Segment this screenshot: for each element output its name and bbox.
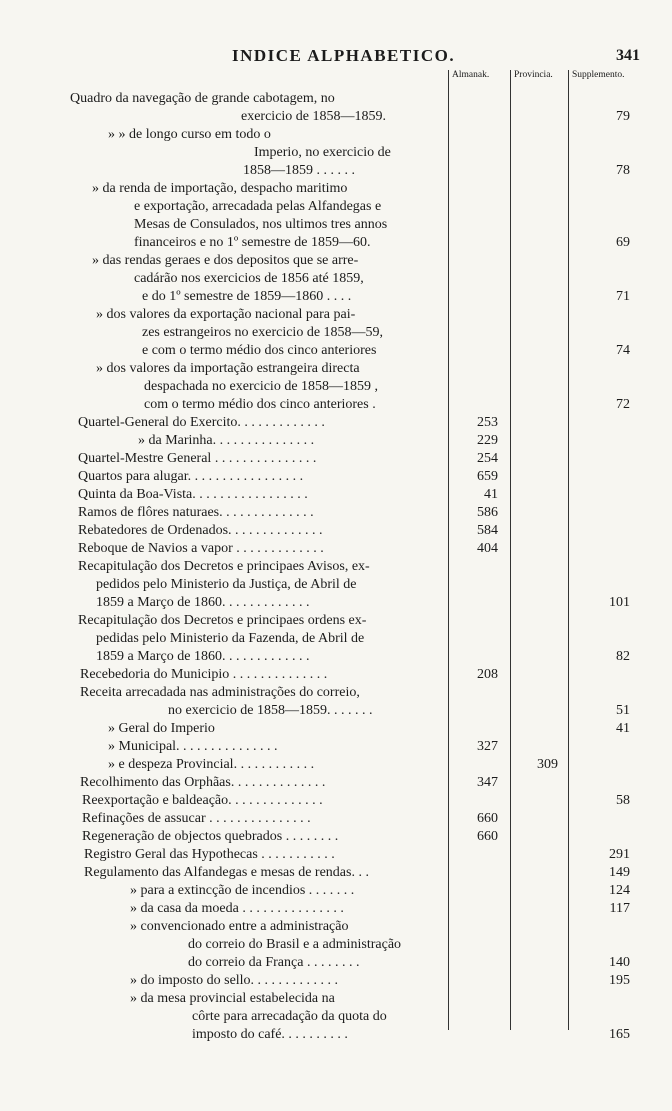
index-entry-text: Imperio, no exercicio de xyxy=(254,145,391,160)
page-ref-supp: 82 xyxy=(616,649,630,664)
page-ref-supp: 72 xyxy=(616,397,630,412)
index-entry-text: Quartel-General do Exercito. . . . . . . . . . . . . xyxy=(78,415,325,430)
index-entry-text: e exportação, arrecadada pelas Alfandegas e xyxy=(134,199,382,214)
page-ref-supp: 101 xyxy=(609,595,630,610)
index-entry-text: Recapitulação dos Decretos e principaes Avisos, ex- xyxy=(78,559,370,574)
page-ref-alm: 229 xyxy=(477,433,498,448)
index-entry-text: Quartos para alugar. . . . . . . . . . . . . . . . . xyxy=(78,469,304,484)
index-entry-text: Recebedoria do Municipio . . . . . . . . . . . . . . xyxy=(80,667,328,682)
index-entry-text: Regulamento das Alfandegas e mesas de rendas. . . xyxy=(84,865,369,880)
index-entry-text: » da casa da moeda . . . . . . . . . . . . . . . xyxy=(130,901,344,916)
page-ref-supp: 291 xyxy=(609,847,630,862)
page-ref-supp: 41 xyxy=(616,721,630,736)
index-entry-text: Receita arrecadada nas administrações do correio, xyxy=(80,685,360,700)
index-entry-text: » dos valores da exportação nacional para pai- xyxy=(96,307,356,322)
index-entry-text: » Municipal. . . . . . . . . . . . . . . xyxy=(108,739,278,754)
page-ref-supp: 195 xyxy=(609,973,630,988)
page-ref-supp: 71 xyxy=(616,289,630,304)
index-entry-text: despachada no exercicio de 1858—1859 , xyxy=(144,379,379,394)
page-ref-alm: 659 xyxy=(477,469,498,484)
index-entry-text: financeiros e no 1º semestre de 1859—60. xyxy=(134,235,371,250)
index-entry-text: Rebatedores de Ordenados. . . . . . . . . . . . . . xyxy=(78,523,323,538)
index-entry-text: 1858—1859 . . . . . . xyxy=(243,163,355,178)
page-ref-alm: 404 xyxy=(477,541,498,556)
page-ref-alm: 253 xyxy=(477,415,498,430)
page-ref-supp: 149 xyxy=(609,865,630,880)
index-entry-text: » da renda de importação, despacho maritimo xyxy=(92,181,348,196)
page-ref-supp: 51 xyxy=(616,703,630,718)
index-entry-text: pedidas pelo Ministerio da Fazenda, de Abril de xyxy=(96,631,365,646)
index-entry-text: » do imposto do sello. . . . . . . . . . . . . xyxy=(130,973,339,988)
page-ref-supp: 117 xyxy=(609,901,630,916)
index-entry-text: Registro Geral das Hypothecas . . . . . . . . . . . xyxy=(84,847,335,862)
index-entry-text: zes estrangeiros no exercicio de 1858—59, xyxy=(142,325,384,340)
index-entry-text: » Geral do Imperio xyxy=(108,721,215,736)
index-entry-text: no exercicio de 1858—1859. . . . . . . xyxy=(168,703,373,718)
page-title: INDICE ALPHABETICO. xyxy=(232,46,456,65)
index-entry-text: » dos valores da importação estrangeira directa xyxy=(96,361,360,376)
column-header-supplemento: Supplemento. xyxy=(572,70,625,80)
index-entry-text: Reexportação e baldeação. . . . . . . . . . . . . . xyxy=(82,793,323,808)
page-ref-alm: 347 xyxy=(477,775,498,790)
column-rule xyxy=(510,70,511,1030)
index-entry-text: Recapitulação dos Decretos e principaes ordens ex- xyxy=(78,613,367,628)
index-entry-text: Regeneração de objectos quebrados . . . . . . . . xyxy=(82,829,339,844)
index-entry-text: cadárão nos exercicios de 1856 até 1859, xyxy=(134,271,364,286)
page-ref-prov: 309 xyxy=(537,757,558,772)
index-entry-text: côrte para arrecadação da quota do xyxy=(192,1009,387,1024)
index-entry-text: » para a extincção de incendios . . . . . . . xyxy=(130,883,355,898)
index-entry-text: Quinta da Boa-Vista. . . . . . . . . . . . . . . . . xyxy=(78,487,308,502)
page-ref-supp: 124 xyxy=(609,883,630,898)
column-rule xyxy=(568,70,569,1030)
index-entry-text: » da mesa provincial estabelecida na xyxy=(130,991,335,1006)
index-entry-text: » convencionado entre a administração xyxy=(130,919,349,934)
index-entry-text: Ramos de flôres naturaes. . . . . . . . . . . . . . xyxy=(78,505,314,520)
index-entry-text: e com o termo médio dos cinco anteriores xyxy=(142,343,377,358)
index-entry-text: Quadro da navegação de grande cabotagem, no xyxy=(70,91,335,106)
index-entry-text: pedidos pelo Ministerio da Justiça, de Abril de xyxy=(96,577,357,592)
index-entry-text: » da Marinha. . . . . . . . . . . . . . . xyxy=(138,433,315,448)
page-number: 341 xyxy=(616,47,640,64)
page-ref-alm: 660 xyxy=(477,829,498,844)
page-ref-alm: 208 xyxy=(477,667,498,682)
column-rule xyxy=(448,70,449,1030)
index-entry-text: Quartel-Mestre General . . . . . . . . . . . . . . . xyxy=(78,451,317,466)
page-ref-supp: 165 xyxy=(609,1027,630,1042)
page-ref-alm: 327 xyxy=(477,739,498,754)
page-ref-supp: 79 xyxy=(616,109,630,124)
page-ref-supp: 78 xyxy=(616,163,630,178)
page-ref-alm: 584 xyxy=(477,523,498,538)
page-ref-alm: 41 xyxy=(484,487,498,502)
index-entry-text: » » de longo curso em todo o xyxy=(108,127,271,142)
column-header-provincia: Provincia. xyxy=(514,70,553,80)
index-entry-text: Recolhimento das Orphãas. . . . . . . . . . . . . . xyxy=(80,775,326,790)
page-ref-alm: 254 xyxy=(477,451,498,466)
index-entry-text: Refinações de assucar . . . . . . . . . . . . . . . xyxy=(82,811,311,826)
index-entry-text: imposto do café. . . . . . . . . . xyxy=(192,1027,348,1042)
index-entry-text: com o termo médio dos cinco anteriores . xyxy=(144,397,376,412)
index-entry-text: do correio do Brasil e a administração xyxy=(188,937,402,952)
page-ref-supp: 69 xyxy=(616,235,630,250)
index-entry-text: » das rendas geraes e dos depositos que se arre- xyxy=(92,253,359,268)
index-entry-text: 1859 a Março de 1860. . . . . . . . . . . . . xyxy=(96,649,310,664)
page-ref-supp: 140 xyxy=(609,955,630,970)
page-ref-alm: 660 xyxy=(477,811,498,826)
index-entry-text: » e despeza Provincial. . . . . . . . . . . . xyxy=(108,757,315,772)
index-entry-text: do correio da França . . . . . . . . xyxy=(188,955,360,970)
page-ref-alm: 586 xyxy=(477,505,498,520)
index-entry-text: e do 1º semestre de 1859—1860 . . . . xyxy=(142,289,352,304)
page-ref-supp: 58 xyxy=(616,793,630,808)
page-ref-supp: 74 xyxy=(616,343,630,358)
index-entry-text: Mesas de Consulados, nos ultimos tres annos xyxy=(134,217,388,232)
index-entry-text: Reboque de Navios a vapor . . . . . . . . . . . . . xyxy=(78,541,324,556)
index-entry-text: 1859 a Março de 1860. . . . . . . . . . . . . xyxy=(96,595,310,610)
index-entry-text: exercicio de 1858—1859. xyxy=(241,109,387,124)
column-header-almanak: Almanak. xyxy=(452,70,490,80)
